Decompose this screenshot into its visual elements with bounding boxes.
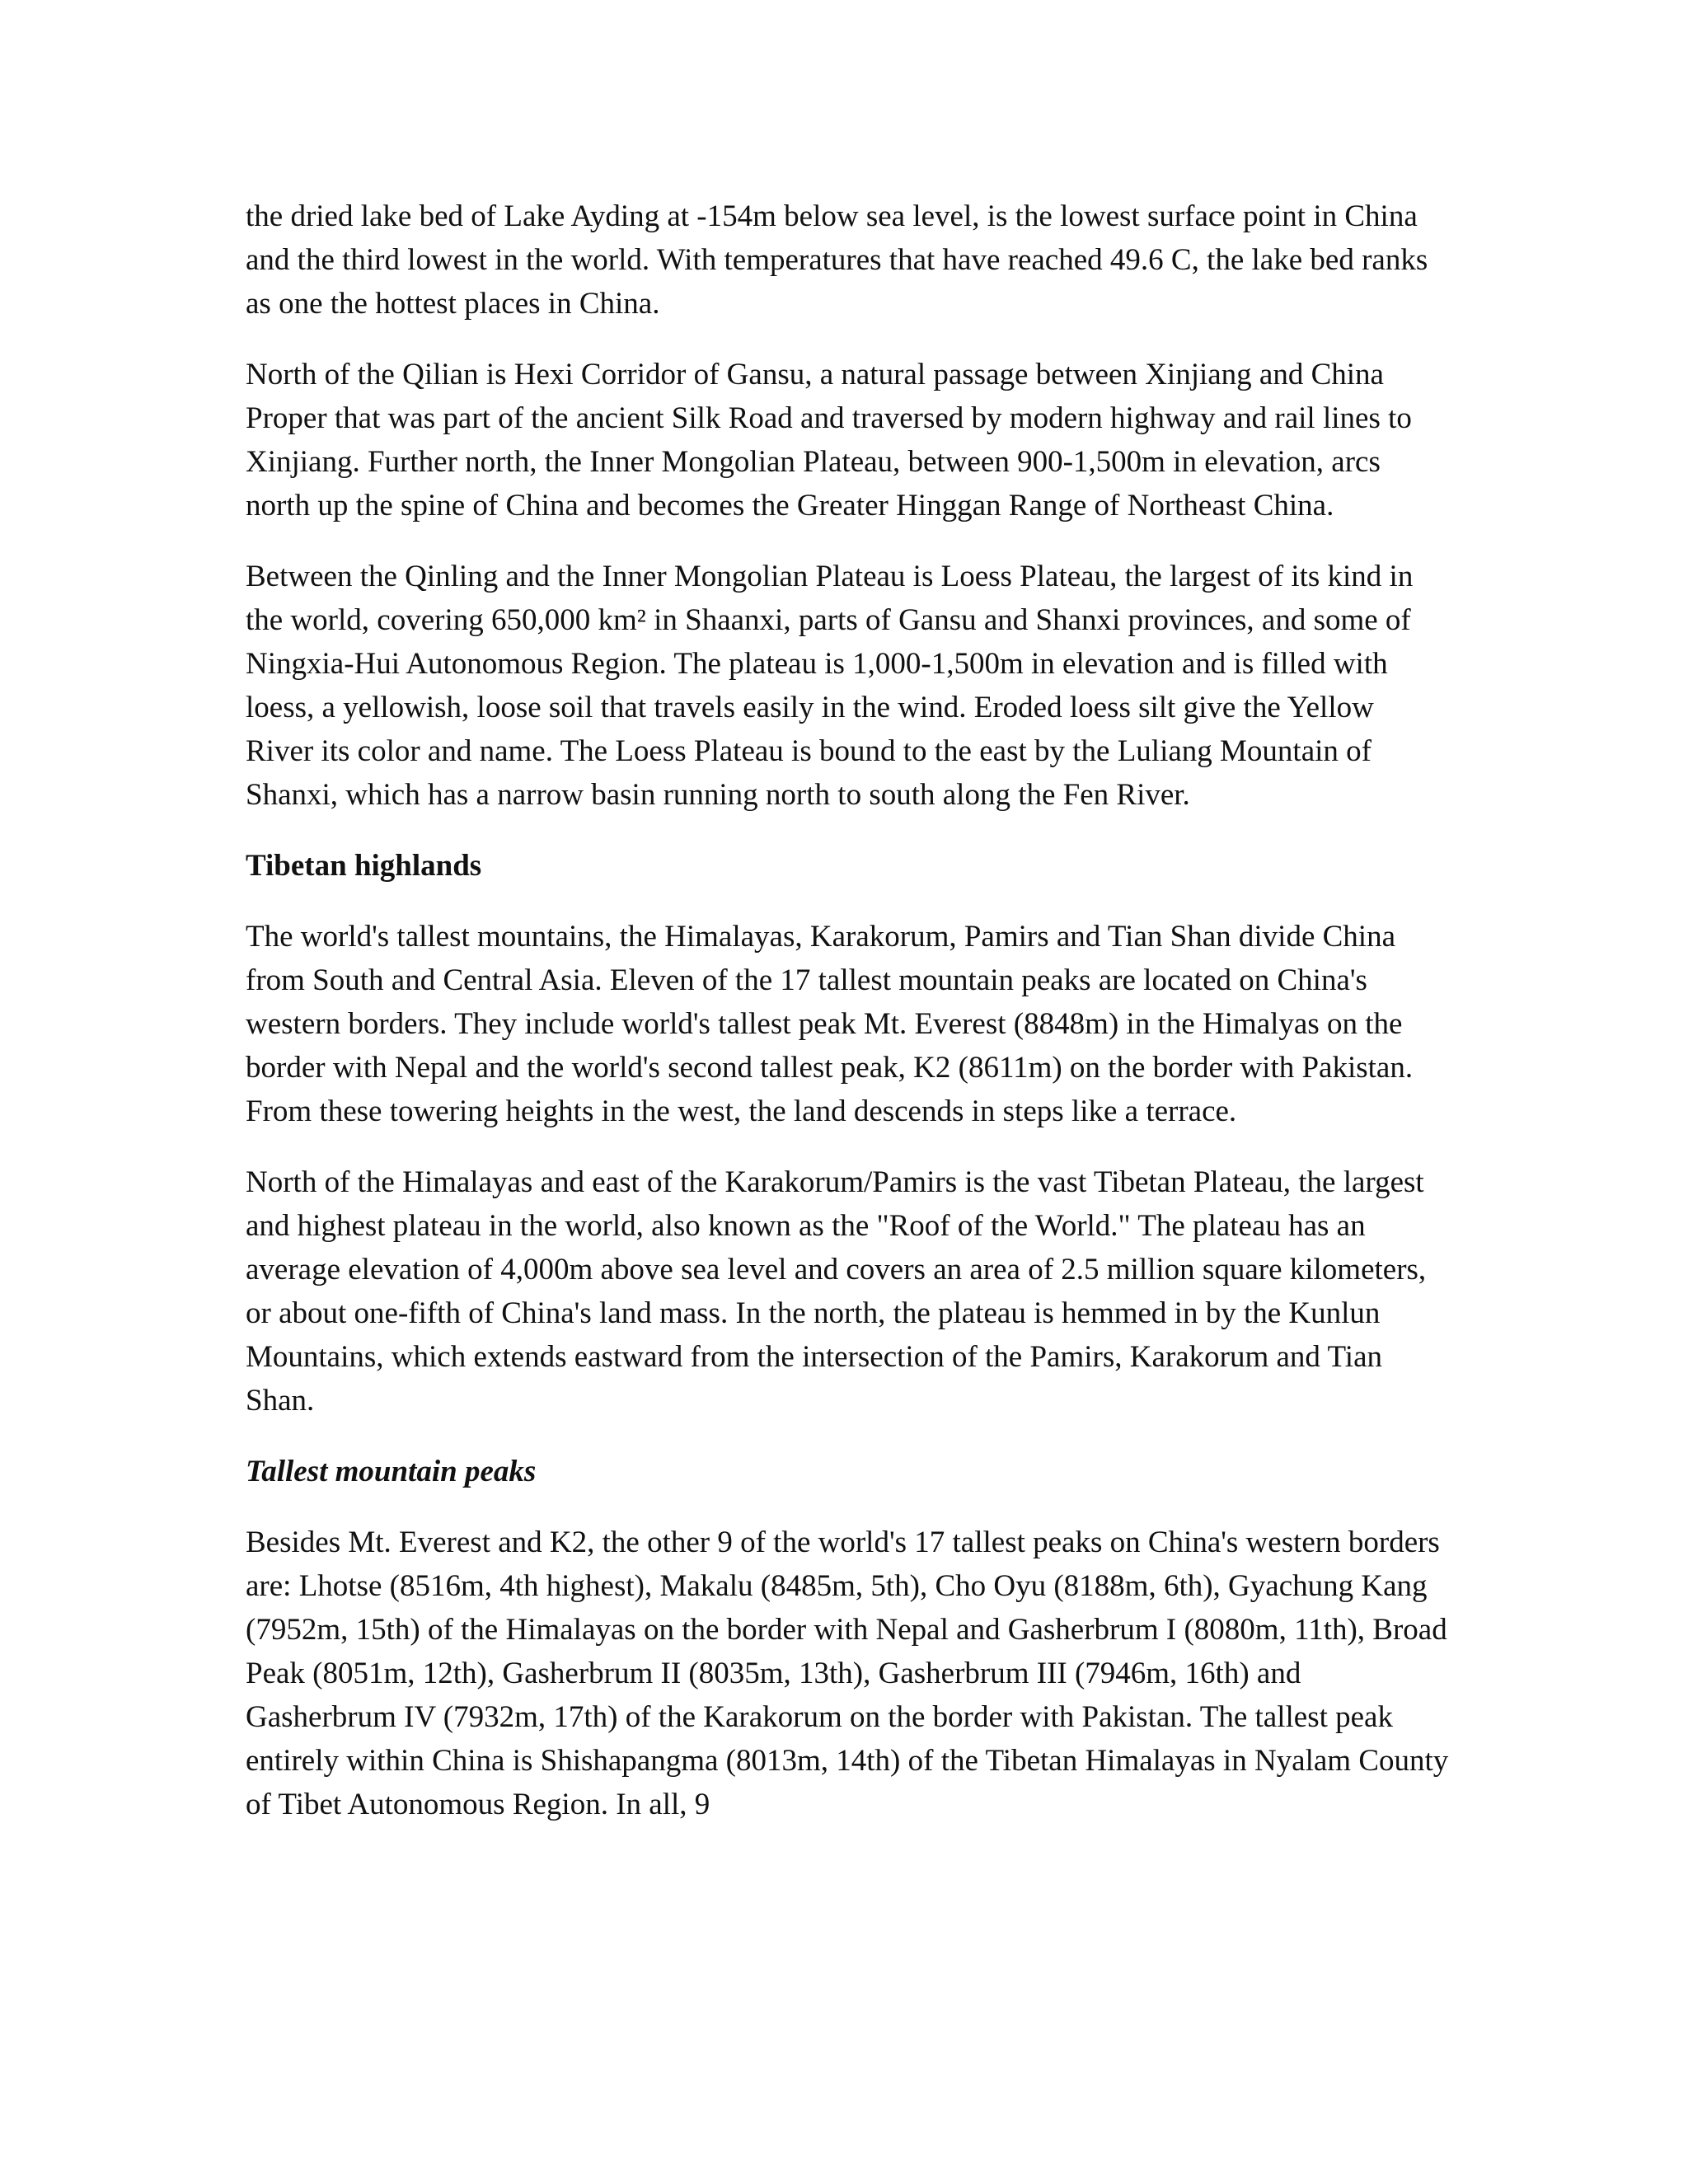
paragraph-loess-plateau: Between the Qinling and the Inner Mongolian Plateau is Loess Plateau, the largest of its kind in the world, covering 650,000 km² in Shaanxi, parts of Gansu and Shanxi provinces, and some of Ningxia-Hui Autonomous Region. The plateau is 1,000-1,500m in elevation and is filled with loess, a yellowish, loose soil that travels easily in the wind. Eroded loess silt give the Yellow River its color and name. The Loess Plateau is bound to the east by the Luliang Mountain of Shanxi, which has a narrow basin running north to south along the Fen River. [246,560,1414,812]
heading-tibetan-highlands: Tibetan highlands [246,849,482,883]
heading-tallest-mountain-peaks: Tallest mountain peaks [246,1455,537,1488]
paragraph-tibetan-plateau: North of the Himalayas and east of the Karakorum/Pamirs is the vast Tibetan Plateau, the largest and highest plateau in the world, also known as the "Roof of the World." The plateau has an average elevation of 4,000m above sea level and covers an area of 2.5 million square kilometers, or about one-fifth of China's land mass. In the north, the plateau is hemmed in by the Kunlun Mountains, which extends eastward from the intersection of the Pamirs, Karakorum and Tian Shan. [246,1165,1427,1418]
paragraph-tallest-mountains: The world's tallest mountains, the Himalayas, Karakorum, Pamirs and Tian Shan divide China from South and Central Asia. Eleven of the 17 tallest mountain peaks are located on China's western borders. They include world's tallest peak Mt. Everest (8848m) in the Himalyas on the border with Nepal and the world's second tallest peak, K2 (8611m) on the border with Pakistan. From these towering heights in the west, the land descends in steps like a terrace. [246,920,1414,1128]
document-body [246,194,1449,1854]
paragraph-lake-ayding: the dried lake bed of Lake Ayding at -154m below sea level, is the lowest surface point in China and the third lowest in the world. With temperatures that have reached 49.6 C, the lake bed ranks as one the hottest places in China. [246,199,1428,321]
paragraph-peaks-list: Besides Mt. Everest and K2, the other 9 of the world's 17 tallest peaks on China's western borders are: Lhotse (8516m, 4th highest), Makalu (8485m, 5th), Cho Oyu (8188m, 6th), Gyachung Kang (7952m, 15th) of the Himalayas on the border with Nepal and Gasherbrum I (8080m, 11th), Broad Peak (8051m, 12th), Gasherbrum II (8035m, 13th), Gasherbrum III (7946m, 16th) and Gasherbrum IV (7932m, 17th) of the Karakorum on the border with Pakistan. The tallest peak entirely within China is Shishapangma (8013m, 14th) of the Tibetan Himalayas in Nyalam County of Tibet Autonomous Region. In all, 9 [246,1526,1449,1821]
paragraph-hexi-corridor: North of the Qilian is Hexi Corridor of Gansu, a natural passage between Xinjiang and China Proper that was part of the ancient Silk Road and traversed by modern highway and rail lines to Xinjiang. Further north, the Inner Mongolian Plateau, between 900-1,500m in elevation, arcs north up the spine of China and becomes the Greater Hinggan Range of Northeast China. [246,358,1412,523]
